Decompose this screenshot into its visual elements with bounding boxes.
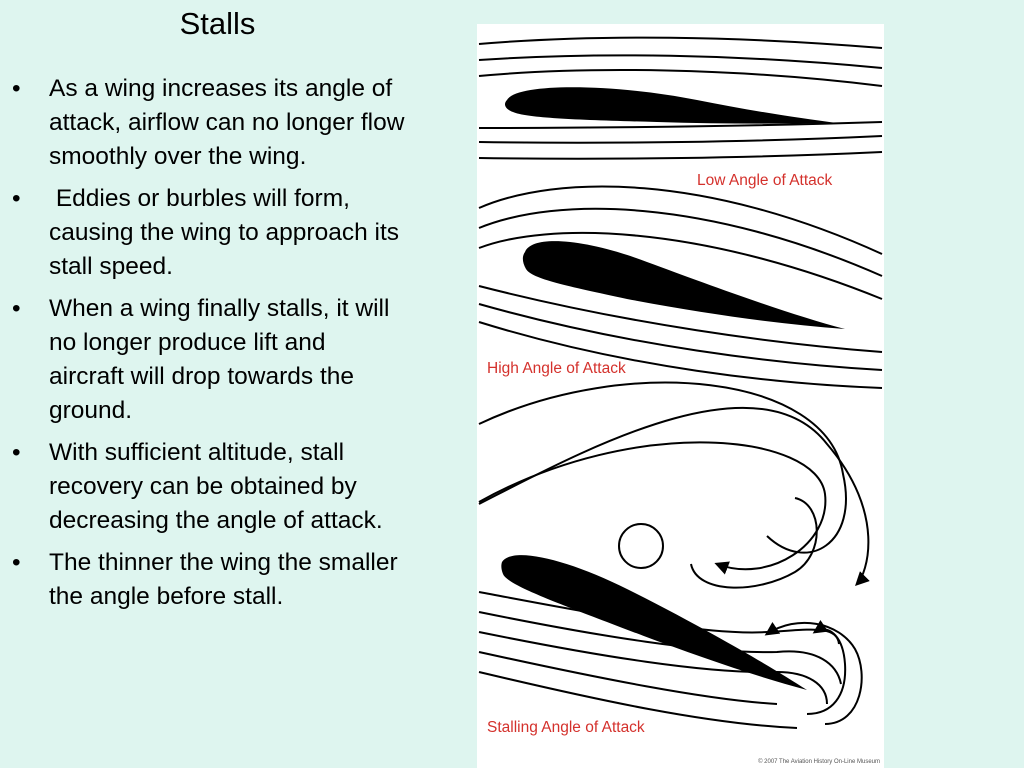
bullet-text: With sufficient altitude, stall recovery can be obtained by decreasing the angle of attack. bbox=[49, 439, 383, 534]
bullet-item bbox=[12, 546, 407, 614]
eddy-circle bbox=[619, 524, 663, 568]
bullet-marker: • bbox=[12, 439, 21, 466]
bullet-item bbox=[12, 182, 407, 284]
streamlines-stall bbox=[479, 383, 868, 728]
airfoil-low bbox=[505, 87, 837, 123]
bullet-item bbox=[12, 72, 412, 174]
bullet-text: Eddies or burbles will form, causing the wing to approach its stall speed. bbox=[49, 185, 406, 280]
bullet-marker: • bbox=[12, 295, 21, 322]
bullet-item bbox=[12, 436, 407, 538]
airflow-diagram bbox=[477, 24, 884, 768]
bullet-marker: • bbox=[12, 549, 21, 576]
bullet-marker: • bbox=[12, 185, 21, 212]
label-low-angle: Low Angle of Attack bbox=[697, 172, 833, 189]
copyright-notice: © 2007 The Aviation History On-Line Museum bbox=[758, 759, 880, 765]
airfoil-stall-figure bbox=[477, 24, 884, 768]
bullet-text: The thinner the wing the smaller the angle before stall. bbox=[49, 549, 405, 610]
airfoil-stall bbox=[501, 555, 807, 690]
label-stalling-angle: Stalling Angle of Attack bbox=[487, 719, 645, 736]
airfoil-high bbox=[523, 241, 845, 329]
bullet-text: When a wing finally stalls, it will no longer produce lift and aircraft will drop towards the ground. bbox=[49, 295, 397, 424]
bullet-marker: • bbox=[12, 75, 21, 102]
bullet-item bbox=[12, 292, 407, 428]
bullet-list bbox=[12, 72, 412, 622]
label-high-angle: High Angle of Attack bbox=[487, 360, 626, 377]
slide-title: Stalls bbox=[179, 6, 256, 41]
bullet-text: As a wing increases its angle of attack, airflow can no longer flow smoothly over the wing. bbox=[49, 75, 412, 170]
